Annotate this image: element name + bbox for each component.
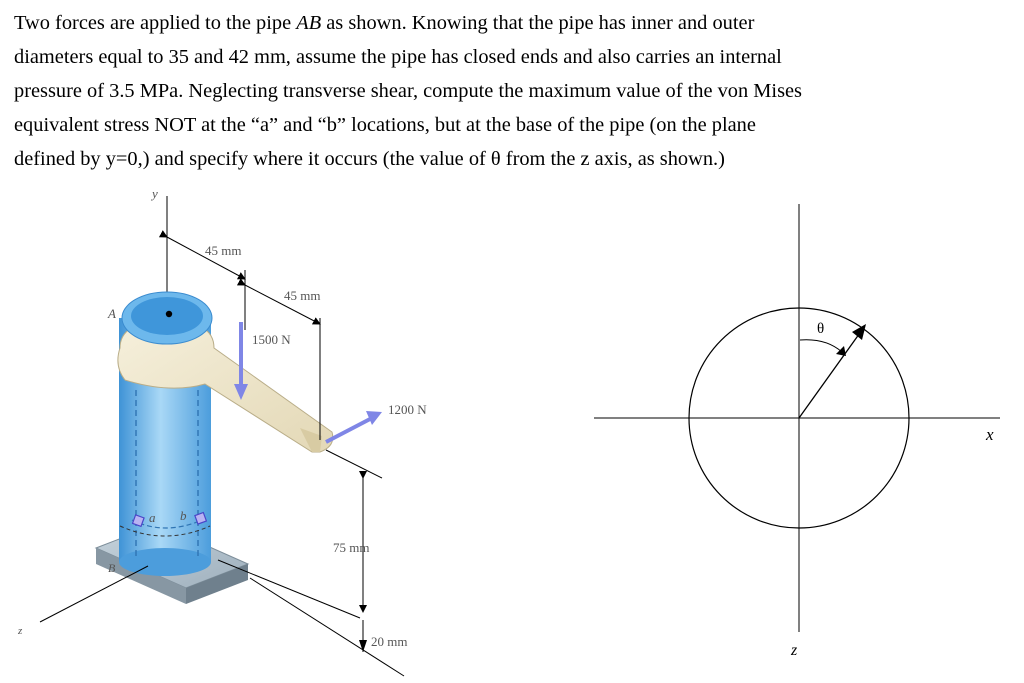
pipe-assembly [17,186,427,676]
theta-arc [800,340,842,352]
problem-line-1: Two forces are applied to the pipe AB as shown. Knowing that the pipe has inner and outer [14,12,755,34]
point-label-a-top: A [108,306,116,321]
pipe-center-point [166,311,172,317]
location-label-a: a [149,510,156,525]
z-axis-label: z [791,642,798,659]
problem-line-5: defined by y=0,) and specify where it occurs (the value of θ from the z axis, as shown.) [14,148,725,170]
pipe-top [122,292,212,344]
problem-line-4: equivalent stress NOT at the “a” and “b” locations, but at the base of the pipe (on the plane [14,114,756,136]
force-label-1200N: 1200 N [388,402,427,417]
dim-label-45mm-arm: 45 mm [284,288,321,303]
problem-line-3: pressure of 3.5 MPa. Neglecting transverse shear, compute the maximum value of the von Mises [14,80,802,102]
point-label-b-base: B [108,561,116,575]
problem-line-2: diameters equal to 35 and 42 mm, assume the pipe has closed ends and also carries an internal [14,46,782,68]
dim-label-75mm: 75 mm [333,540,370,555]
y-axis-label: y [152,186,158,201]
theta-label: θ [817,321,825,337]
point-label-z-axis: z [18,625,23,637]
x-axis-label: x [986,425,994,444]
force-label-1500N: 1500 N [252,332,291,347]
force-1200N [326,402,427,442]
cross-section-diagram [594,204,1000,659]
location-label-b: b [180,508,187,523]
dim-label-45mm-top: 45 mm [205,243,242,258]
radial-arrow [799,330,862,418]
dim-label-20mm: 20 mm [371,634,408,649]
z-axis-line [40,566,148,622]
